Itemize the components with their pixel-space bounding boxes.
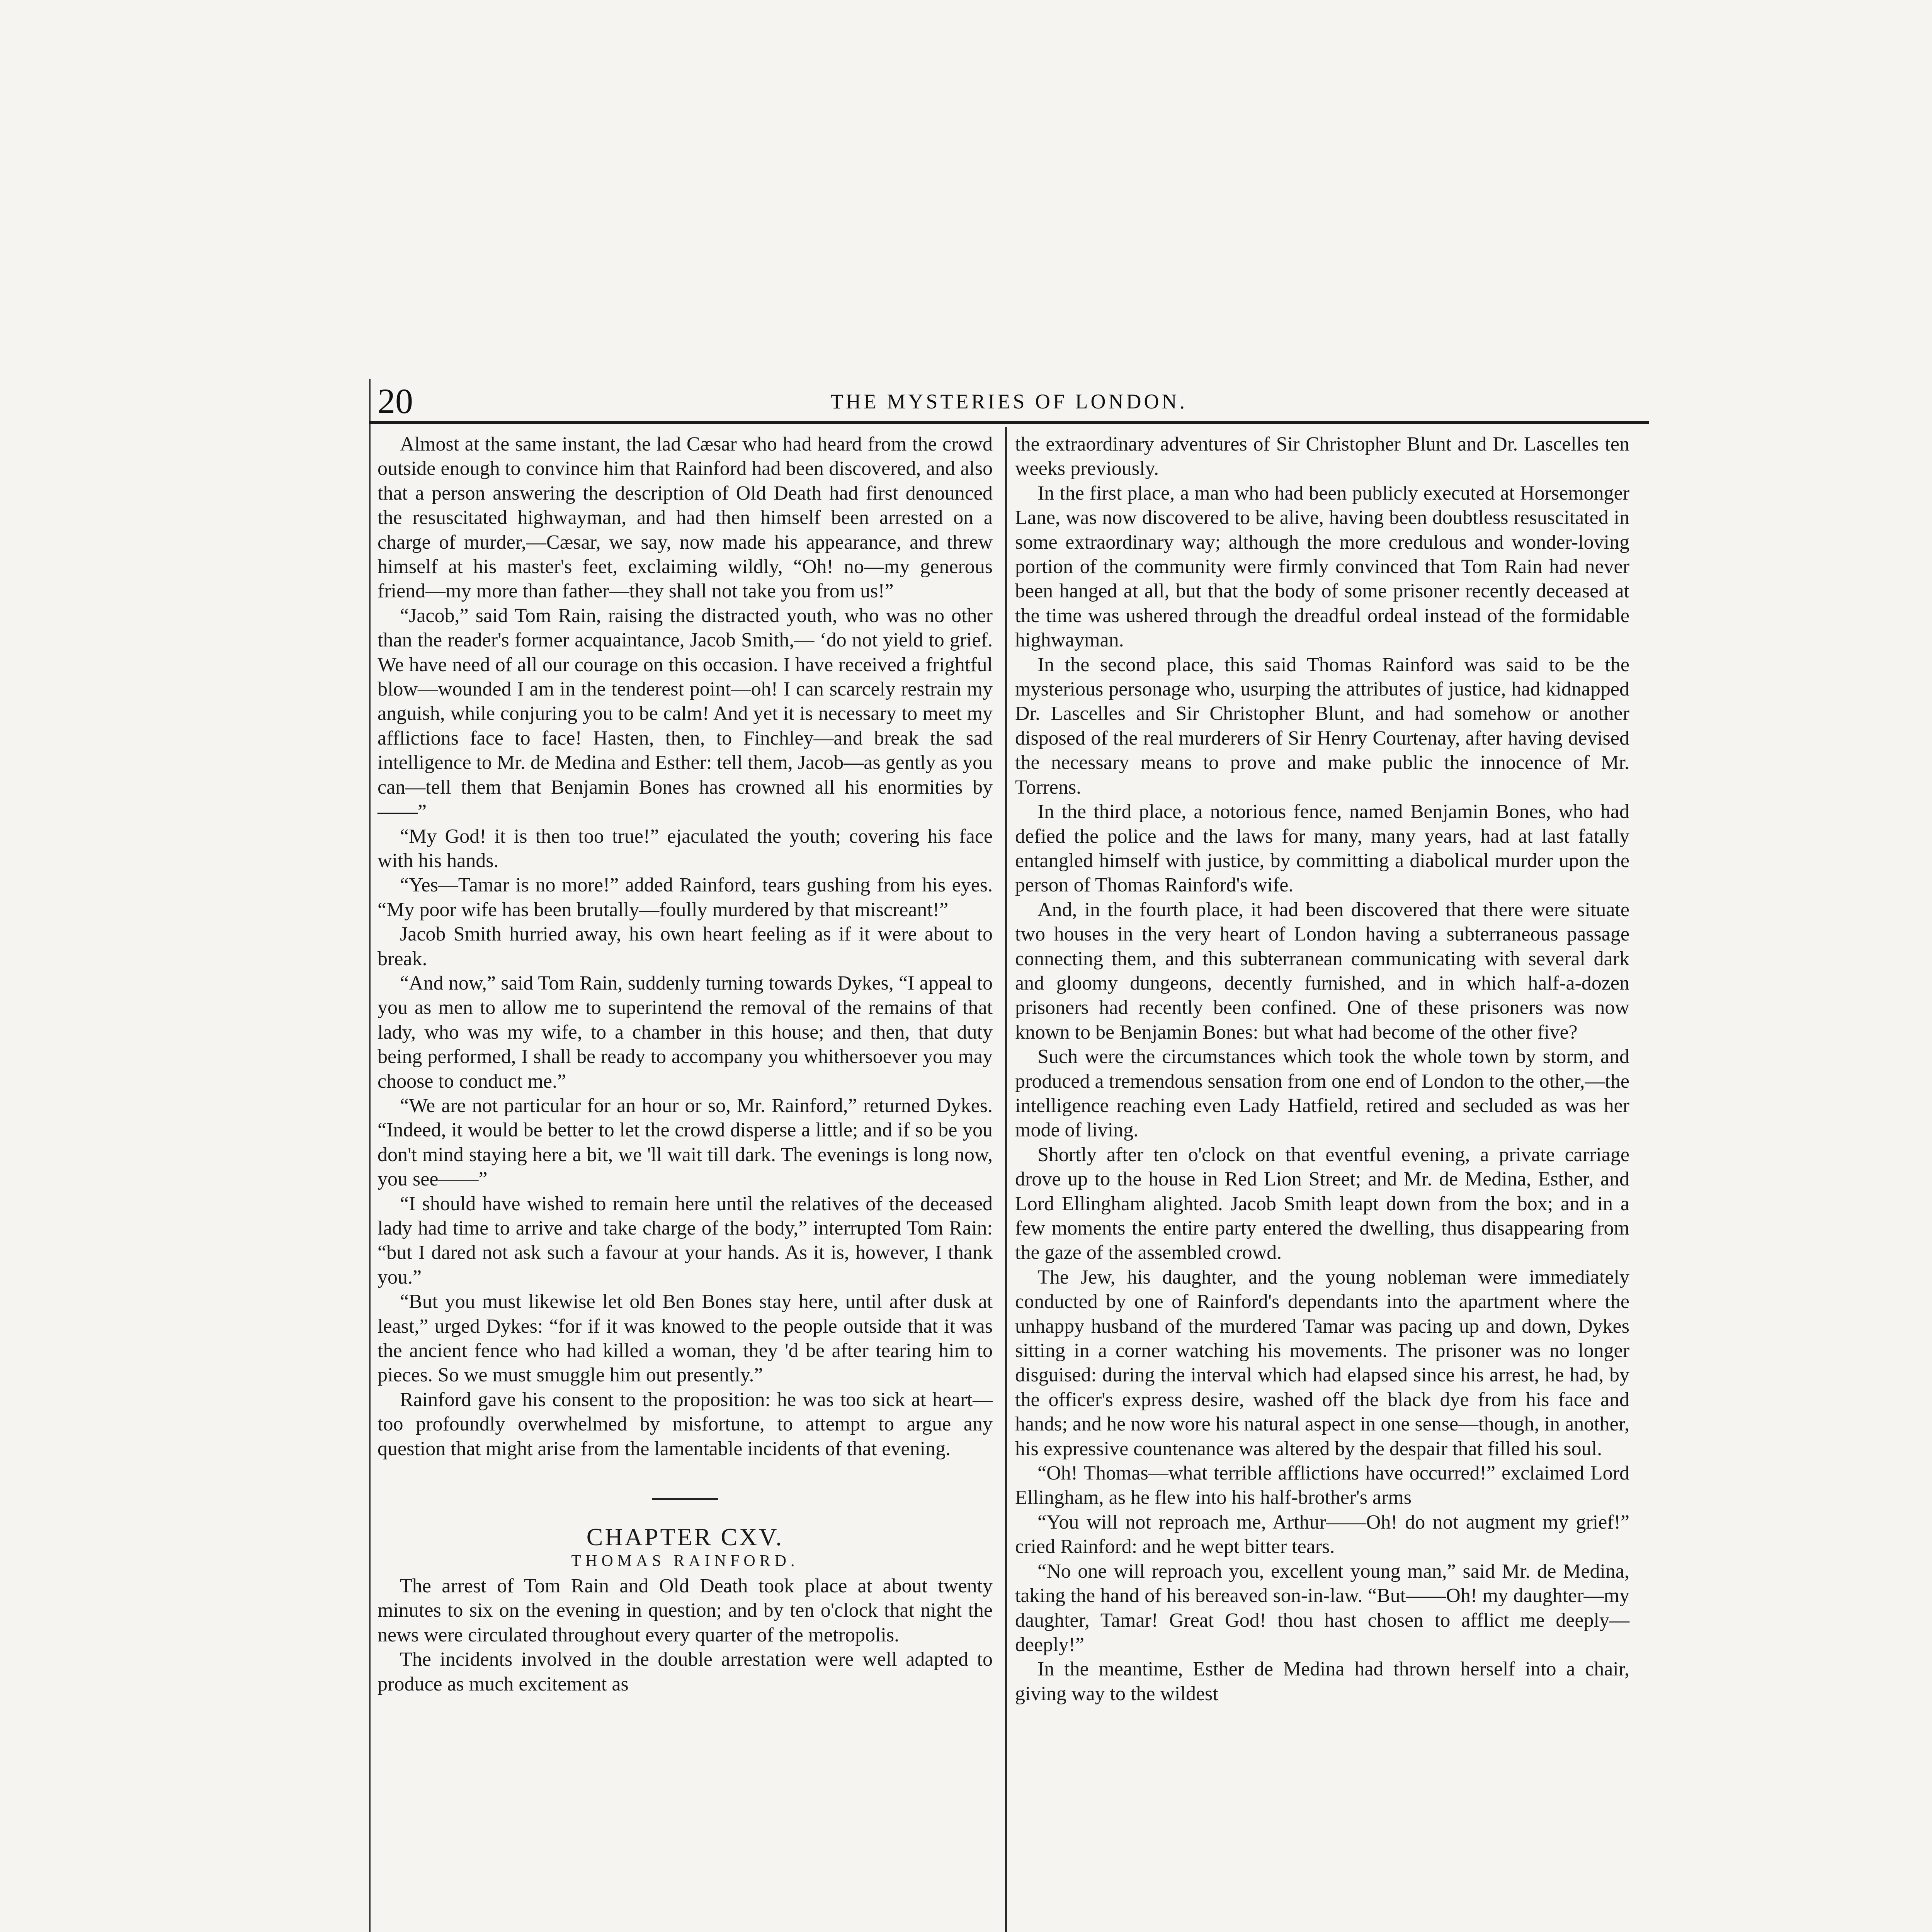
left-paragraphs-before <box>378 432 993 1461</box>
paragraph: Shortly after ten o'clock on that eventful evening, a private carriage drove up to the house in Red Lion Street; and Mr. de Medina, Esther, and Lord Ellingham alighted. Jacob Smith leapt down from the box; and in a few moments the entire party entered the dwelling, thus disappearing from the gaze of the assembled crowd. <box>1015 1143 1629 1264</box>
header-rule <box>369 421 1649 424</box>
right-column <box>1015 432 1629 1706</box>
section-separator <box>652 1498 718 1500</box>
page-number: 20 <box>378 381 413 421</box>
paragraph: “No one will reproach you, excellent young man,” said Mr. de Medina, taking the hand of his bereaved son-in-law. “But——Oh! my daughter—my daughter, Tamar! Great God! thou hast chosen to afflict me deeply—deeply!” <box>1015 1560 1629 1656</box>
paragraph: “Jacob,” said Tom Rain, raising the distracted youth, who was no other than the reader's former acquaintance, Jacob Smith,— ‘do not yield to grief. We have need of all our courage on this occasion. I have received a frightful blow—wounded I am in the tenderest point—oh! I can scarcely restrain my anguish, while conjuring you to be calm! And yet it is necessary to meet my afflictions face to face! Hasten, then, to Finchley—and break the sad intelligence to Mr. de Medina and Esther: tell them, Jacob—as gently as you can—tell them that Benjamin Bones has crowned all his enormities by——” <box>378 604 993 823</box>
paragraph: The Jew, his daughter, and the young nobleman were immediately conducted by one of Rainford's dependants into the apartment where the unhappy husband of the murdered Tamar was pacing up and down, Dykes sitting in a corner watching his movements. The prisoner was no longer disguised: during the interval which had elapsed since his arrest, he had, by the officer's express desire, washed off the black dye from his face and hands; and he now wore his natural aspect in one sense—though, in another, his expressive countenance was altered by the despair that filled his soul. <box>1015 1266 1629 1460</box>
paragraph: In the third place, a notorious fence, named Benjamin Bones, who had defied the police and the laws for many, many years, had at last fatally entangled himself with justice, by committing a diabolical murder upon the person of Thomas Rainford's wife. <box>1015 801 1629 896</box>
paragraph: “Oh! Thomas—what terrible afflictions have occurred!” exclaimed Lord Ellingham, as he flew into his half-brother's arms <box>1015 1462 1629 1509</box>
paragraph: “We are not particular for an hour or so, Mr. Rainford,” returned Dykes. “Indeed, it would be better to let the crowd disperse a little; and if so be you don't mind staying here a bit, we 'll wait till dark. The evenings is long now, you see——” <box>378 1094 993 1190</box>
paragraph: “You will not reproach me, Arthur——Oh! do not augment my grief!” cried Rainford: and he wept bitter tears. <box>1015 1511 1629 1558</box>
paragraph: “I should have wished to remain here until the relatives of the deceased lady had time to arrive and take charge of the body,” interrupted Tom Rain: “but I dared not ask such a favour at your hands. As it is, however, I thank you.” <box>378 1192 993 1288</box>
paragraph: Rainford gave his consent to the proposition: he was too sick at heart—too profoundly overwhelmed by misfortune, to attempt to argue any question that might arise from the lamentable incidents of that evening. <box>378 1388 993 1460</box>
column-rule <box>1005 427 1007 1932</box>
paragraph: In the meantime, Esther de Medina had thrown herself into a chair, giving way to the wildest <box>1015 1658 1629 1705</box>
paragraph: “And now,” said Tom Rain, suddenly turning towards Dykes, “I appeal to you as men to allow me to superintend the removal of the remains of that lady, who was my wife, to a chamber in this house; and then, that duty being performed, I shall be ready to accompany you whithersoever you may choose to conduct me.” <box>378 972 993 1092</box>
paragraph: The incidents involved in the double arrestation were well adapted to produce as much excitement as <box>378 1648 993 1695</box>
paragraph: The arrest of Tom Rain and Old Death took place at about twenty minutes to six on the evening in question; and by ten o'clock that night the news were circulated throughout every quarter of the metropolis. <box>378 1575 993 1646</box>
left-column <box>378 432 993 1696</box>
paragraph: Jacob Smith hurried away, his own heart feeling as if it were about to break. <box>378 923 993 970</box>
paragraph: “Yes—Tamar is no more!” added Rainford, tears gushing from his eyes. “My poor wife has been brutally—foully murdered by that miscreant!” <box>378 874 993 921</box>
paragraph: And, in the fourth place, it had been discovered that there were situate two houses in the very heart of London having a subterraneous passage connecting them, and this subterranean communicating with several dark and gloomy dungeons, decently furnished, and in which half-a-dozen prisoners had recently been confined. One of these prisoners was now known to be Benjamin Bones: but what had become of the other five? <box>1015 898 1629 1043</box>
paragraph: “But you must likewise let old Ben Bones stay here, until after dusk at least,” urged Dykes: “for if it was knowed to the people outside that it was the ancient fence who had killed a woman, they 'd be after tearing him to pieces. So we must smuggle him out presently.” <box>378 1291 993 1386</box>
paragraph: In the first place, a man who had been publicly executed at Horsemonger Lane, was now discovered to be alive, having been doubtless resuscitated in some extraordinary way; although the more credulous and wonder-loving portion of the community were firmly convinced that Tom Rain had never been hanged at all, but that the body of some prisoner recently deceased at the time was ushered through the dreadful ordeal instead of the formidable highwayman. <box>1015 482 1629 651</box>
paragraph: Such were the circumstances which took the whole town by storm, and produced a tremendous sensation from one end of London to the other,—the intelligence reaching even Lady Hatfield, retired and secluded as was her mode of living. <box>1015 1046 1629 1141</box>
page-edge <box>369 379 371 1932</box>
chapter-subtitle: THOMAS RAINFORD. <box>571 1552 799 1570</box>
book-page <box>369 371 1649 1932</box>
paragraph: In the second place, this said Thomas Rainford was said to be the mysterious personage who, usurping the attributes of justice, had kidnapped Dr. Lascelles and Sir Christopher Blunt, and had somehow or another disposed of the real murderers of Sir Henry Courtenay, after having devised the necessary means to prove and make public the innocence of Mr. Torrens. <box>1015 653 1629 798</box>
paragraph: “My God! it is then too true!” ejaculated the youth; covering his face with his hands. <box>378 825 993 872</box>
left-paragraphs-after <box>378 1574 993 1696</box>
paragraph-continuation: the extraordinary adventures of Sir Christopher Blunt and Dr. Lascelles ten weeks previously. <box>1015 433 1629 480</box>
paragraph: Almost at the same instant, the lad Cæsar who had heard from the crowd outside enough to convince him that Rainford had been discovered, and also that a person answering the description of Old Death had first denounced the resuscitated highwayman, and had then himself been arrested on a charge of murder,—Cæsar, we say, now made his appearance, and threw himself at his master's feet, exclaiming wildly, “Oh! no—my generous friend—my more than father—they shall not take you from us!” <box>378 433 993 602</box>
chapter-title: CHAPTER CXV. <box>586 1523 784 1551</box>
right-paragraphs <box>1015 481 1629 1706</box>
running-head: THE MYSTERIES OF LONDON. <box>830 390 1187 413</box>
